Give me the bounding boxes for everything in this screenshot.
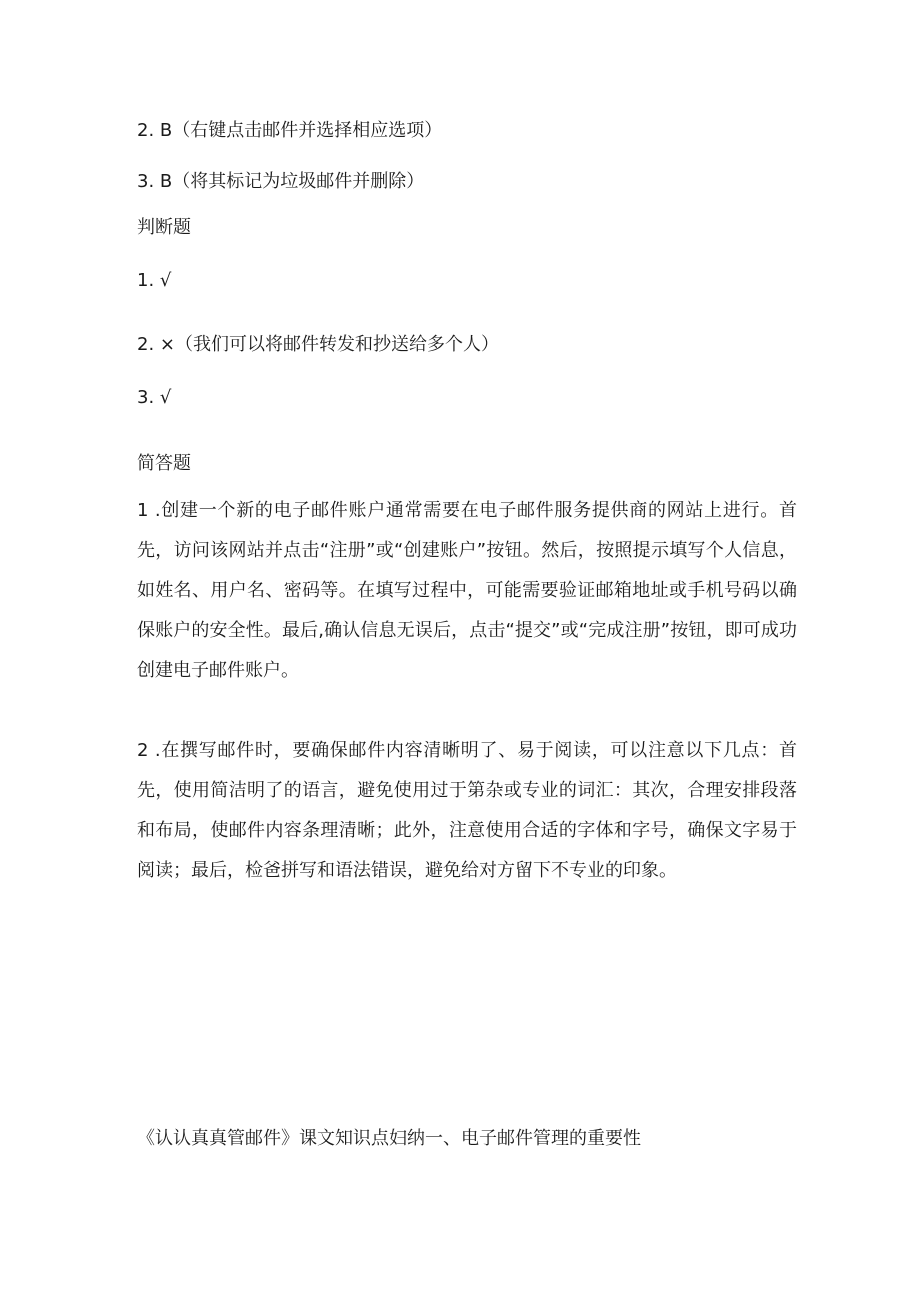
choice-answer-2: 2. B（右键点击邮件并选择相应选项） [137,120,443,141]
true-false-answer-3: 3. √ [137,387,172,408]
true-false-answer-2: 2. ×（我们可以将邮件转发和抄送给多个人） [137,334,499,355]
short-answer-1: 1 .创建一个新的电子邮件账户通常需要在电子邮件服务提供商的网站上进行。首先，访问该网站并点击“注册”或“创建账户”按钮。然后，按照提示填写个人信息，如姓名、用户名、密码等。在填写过程中，可能需要验证邮箱地址或手机号码以确保账户的安全性。最后,确认信息无误后，点击“提交”或“完成注册”按钮，即可成功创建电子邮件账户。 [137,500,797,681]
true-false-answer-1: 1. √ [137,270,172,291]
choice-answer-3: 3. B（将其标记为垃圾邮件并删除） [137,171,425,192]
true-false-heading: 判断题 [137,217,191,238]
short-answer-2: 2 .在撰写邮件时，要确保邮件内容清晰明了、易于阅读，可以注意以下几点：首先，使用简洁明了的语言，避免使用过于第杂或专业的词汇：其次，合理安排段落和布局，使邮件内容条理清晰；此外，注意使用合适的字体和字号，确保文字易于阅读；最后，检爸拼写和语法错误，避免给对方留下不专业的印象。 [137,740,797,881]
short-answer-heading: 简答题 [137,453,191,474]
lesson-summary-title: 《认认真真管邮件》课文知识点妇纳一、电子邮件管理的重要性 [137,1128,641,1149]
